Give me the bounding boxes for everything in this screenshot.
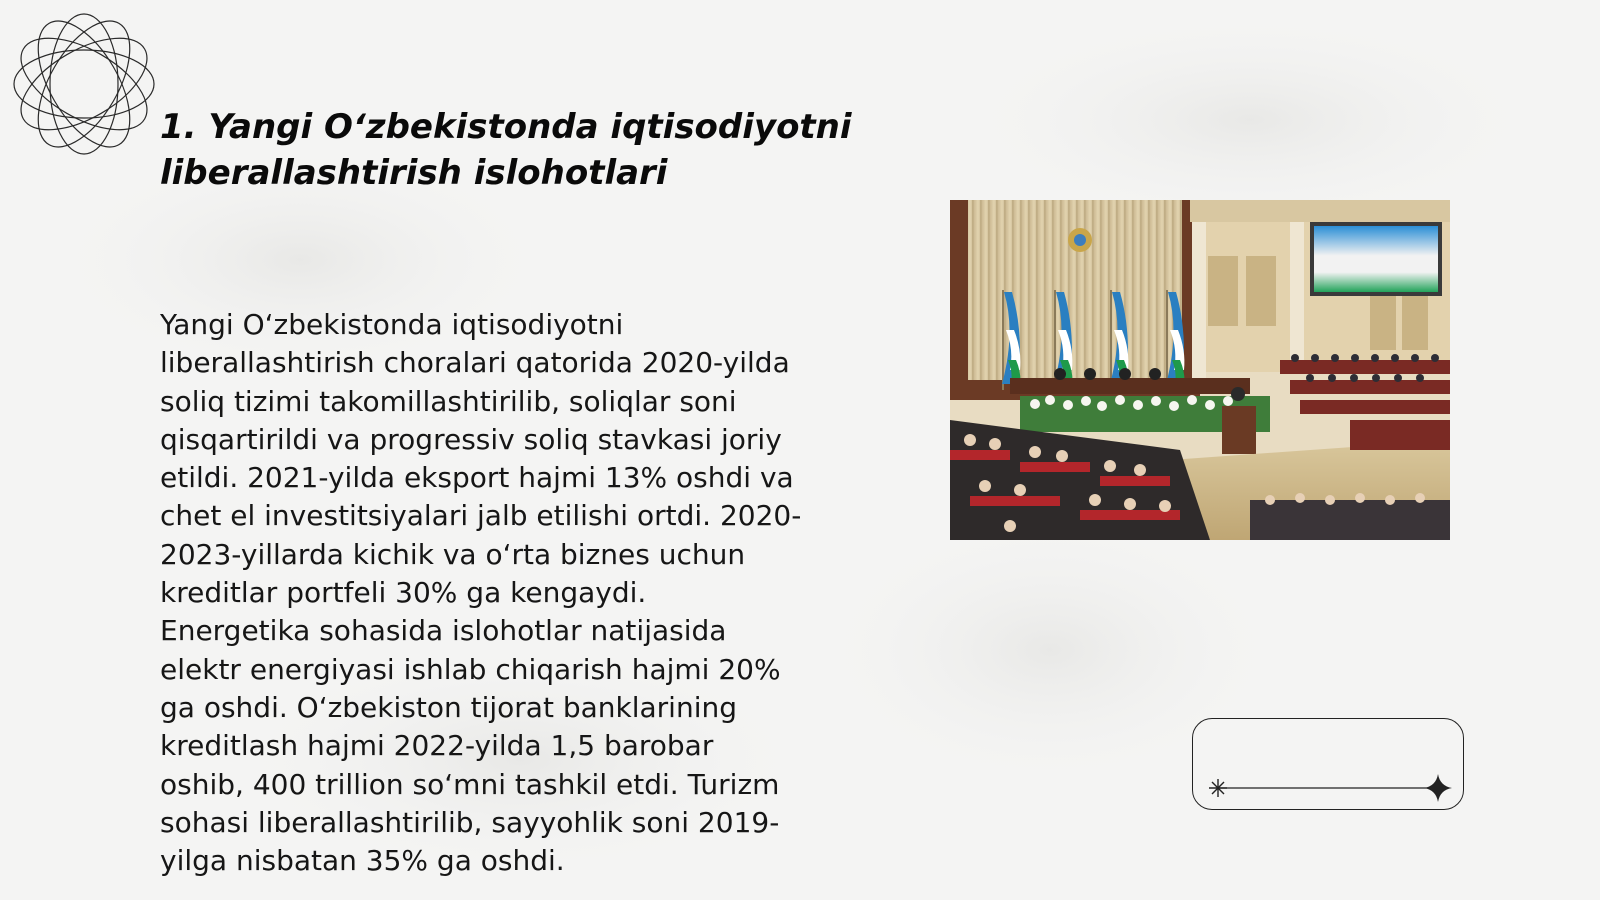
slide-title-line: 1. Yangi O‘zbekistonda iqtisodiyotni <box>160 107 852 147</box>
body-line: elektr energiyasi ishlab chiqarish hajmi 20% <box>160 652 781 686</box>
body-line: qisqartirildi va progressiv soliq stavkasi joriy <box>160 422 782 456</box>
body-line: etildi. 2021-yilda eksport hajmi 13% oshdi va <box>160 461 794 495</box>
body-line: ga oshdi. O‘zbekiston tijorat banklarining <box>160 690 738 724</box>
body-line: Yangi O‘zbekistonda iqtisodiyotni <box>160 308 624 341</box>
body-line: chet el investitsiyalari jalb etilishi ortdi. 2020- <box>160 499 802 533</box>
body-line: liberallashtirish choralari qatorida 2020-yilda <box>160 346 790 380</box>
parliament-hall-photo <box>950 200 1450 540</box>
body-line: soliq tizimi takomillashtirilib, soliqlar soni <box>160 384 737 418</box>
body-line: yilga nisbatan 35% ga oshdi. <box>160 844 565 878</box>
body-line: kreditlar portfeli 30% ga kengaydi. <box>160 576 647 610</box>
body-line: Energetika sohasida islohotlar natijasida <box>160 614 727 648</box>
body-line: sohasi liberallashtirilib, sayyohlik soni 2019- <box>160 805 780 839</box>
slide-title <box>160 104 880 196</box>
slide-title-line: liberallashtirish islohotlari <box>160 153 668 193</box>
body-paragraph <box>160 306 860 880</box>
decorative-frame <box>1192 718 1464 810</box>
body-line: 2023-yillarda kichik va o‘rta biznes uchun <box>160 537 746 571</box>
orbit-rings-icon <box>10 10 158 158</box>
body-line: kreditlash hajmi 2022-yilda 1,5 barobar <box>160 729 714 763</box>
body-line: oshib, 400 trillion so‘mni tashkil etdi. Turizm <box>160 767 780 801</box>
